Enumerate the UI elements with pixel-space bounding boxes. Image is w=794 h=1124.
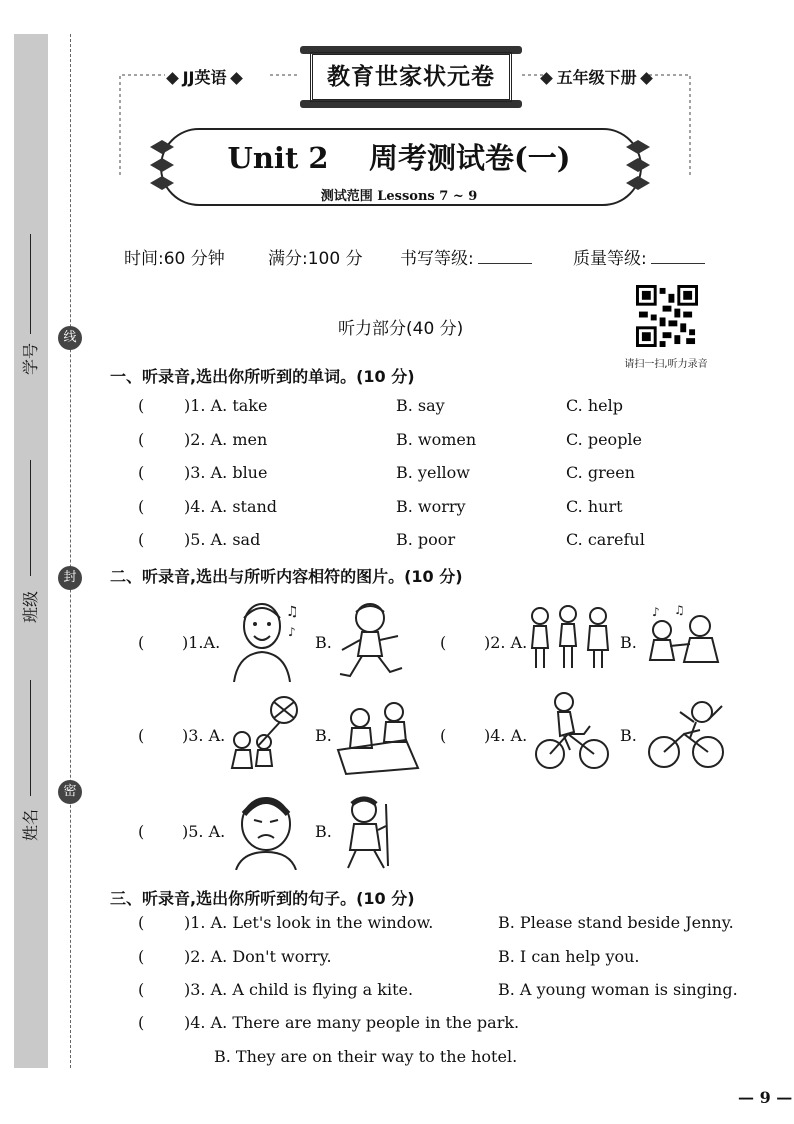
part3-heading: 三、听录音,选出你所听到的句子。(10 分) [110, 889, 415, 908]
svg-text:♫: ♫ [674, 604, 685, 617]
svg-text:♫: ♫ [286, 604, 299, 620]
p3-item-2-a: )2. A. Don't worry. [184, 947, 332, 966]
writing-grade-blank[interactable] [478, 249, 532, 264]
answer-paren[interactable]: ( [138, 396, 145, 415]
picnic-picture[interactable] [334, 696, 420, 776]
p1-item-5-b: B. poor [396, 530, 456, 549]
qr-code-icon[interactable] [636, 285, 698, 347]
class-label: 班级 [21, 591, 40, 624]
brand-banner [300, 46, 522, 108]
p1-item-2-b: B. women [396, 430, 477, 449]
p1-item-3-c: C. green [566, 463, 635, 482]
p3-item-4-b: B. They are on their way to the hotel. [214, 1047, 518, 1066]
singing-woman-picture[interactable] [228, 596, 304, 682]
cut-line [70, 34, 71, 1068]
p3-item-2-b: B. I can help you. [498, 947, 640, 966]
class-line [30, 460, 31, 576]
p1-item-5-c: C. careful [566, 530, 645, 549]
grade-label: 五年级下册 [542, 65, 651, 88]
girl-riding-bike-picture[interactable] [534, 690, 610, 774]
p1-item-4-c: C. hurt [566, 497, 623, 516]
answer-paren[interactable]: ( [138, 947, 145, 966]
p3-item-3-a: )3. A. A child is flying a kite. [184, 980, 414, 999]
answer-paren[interactable]: ( [138, 822, 145, 841]
p3-item-4-a: )4. A. There are many people in the park. [184, 1013, 520, 1032]
quality-grade: 质量等级: [573, 244, 705, 269]
brand-title: 教育世家状元卷 [310, 52, 512, 102]
p3-item-1-b: B. Please stand beside Jenny. [498, 913, 734, 932]
subject-label: JJ英语 [168, 65, 241, 88]
name-line [30, 680, 31, 796]
answer-paren[interactable]: ( [138, 913, 145, 932]
p1-item-1-b: B. say [396, 396, 445, 415]
part2-heading: 二、听录音,选出与所听内容相符的图片。(10 分) [110, 567, 463, 586]
p1-item-2-a: )2. A. men [184, 430, 268, 449]
qr-caption: 请扫一扫,听力录音 [624, 359, 708, 370]
answer-paren[interactable]: ( [138, 726, 145, 745]
writing-grade: 书写等级: [400, 244, 532, 269]
page-title: Unit 2 周考测试卷(一) [227, 141, 571, 175]
diamond-icon [640, 72, 653, 85]
p3-item-3-b: B. A young woman is singing. [498, 980, 738, 999]
p2-q2-label: )2. A. [484, 633, 528, 652]
part1-heading: 一、听录音,选出你所听到的单词。(10 分) [110, 367, 415, 386]
answer-paren[interactable]: ( [138, 530, 145, 549]
p1-item-3-b: B. yellow [396, 463, 470, 482]
p2-q5-b-label: B. [315, 822, 332, 841]
p2-q1-b-label: B. [315, 633, 332, 652]
kite-flying-picture[interactable] [228, 694, 304, 774]
hurt-boy-crutch-picture[interactable] [334, 794, 406, 872]
sad-boy-picture[interactable] [230, 790, 306, 870]
seal-seal-mark: 封 [58, 566, 82, 590]
p1-item-4-b: B. worry [396, 497, 466, 516]
boy-falling-bike-picture[interactable] [646, 696, 730, 776]
answer-paren[interactable]: ( [138, 980, 145, 999]
svg-text:♪: ♪ [652, 605, 660, 619]
student-no-label: 学号 [21, 343, 40, 376]
three-people-picture[interactable] [528, 604, 612, 670]
quality-grade-blank[interactable] [651, 249, 705, 264]
seal-line-mark: 线 [58, 326, 82, 350]
answer-paren[interactable]: ( [138, 430, 145, 449]
svg-text:♪: ♪ [288, 625, 296, 639]
name-label: 姓名 [21, 809, 40, 842]
listening-heading: 听力部分(40 分) [338, 319, 464, 339]
answer-paren[interactable]: ( [138, 1013, 145, 1032]
p1-item-1-a: )1. A. take [184, 396, 268, 415]
answer-paren[interactable]: ( [138, 497, 145, 516]
dancing-children-picture[interactable] [644, 604, 728, 670]
p1-item-1-c: C. help [566, 396, 623, 415]
answer-paren[interactable]: ( [138, 463, 145, 482]
p2-q3-b-label: B. [315, 726, 332, 745]
p2-q4-label: )4. A. [484, 726, 528, 745]
p2-q1-label: )1.A. [182, 633, 221, 652]
answer-paren[interactable]: ( [440, 633, 447, 652]
p2-q5-label: )5. A. [182, 822, 226, 841]
p1-item-2-c: C. people [566, 430, 643, 449]
p1-item-5-a: )5. A. sad [184, 530, 261, 549]
diamond-icon [166, 72, 179, 85]
p3-item-1-a: )1. A. Let's look in the window. [184, 913, 434, 932]
page-number: — 9 — [738, 1088, 793, 1107]
binding-strip [14, 34, 48, 1068]
full-score-info: 满分:100 分 [268, 249, 363, 269]
p1-item-4-a: )4. A. stand [184, 497, 278, 516]
student-no-line [30, 234, 31, 334]
p2-q2-b-label: B. [620, 633, 637, 652]
answer-paren[interactable]: ( [138, 633, 145, 652]
test-scope: 测试范围 Lessons 7 ~ 9 [320, 189, 478, 204]
seal-secret-mark: 密 [58, 780, 82, 804]
p2-q4-b-label: B. [620, 726, 637, 745]
running-boy-picture[interactable] [334, 600, 410, 682]
diamond-icon [230, 72, 243, 85]
p1-item-3-a: )3. A. blue [184, 463, 268, 482]
p2-q3-label: )3. A. [182, 726, 226, 745]
diamond-icon [540, 72, 553, 85]
answer-paren[interactable]: ( [440, 726, 447, 745]
time-info: 时间:60 分钟 [124, 249, 225, 269]
